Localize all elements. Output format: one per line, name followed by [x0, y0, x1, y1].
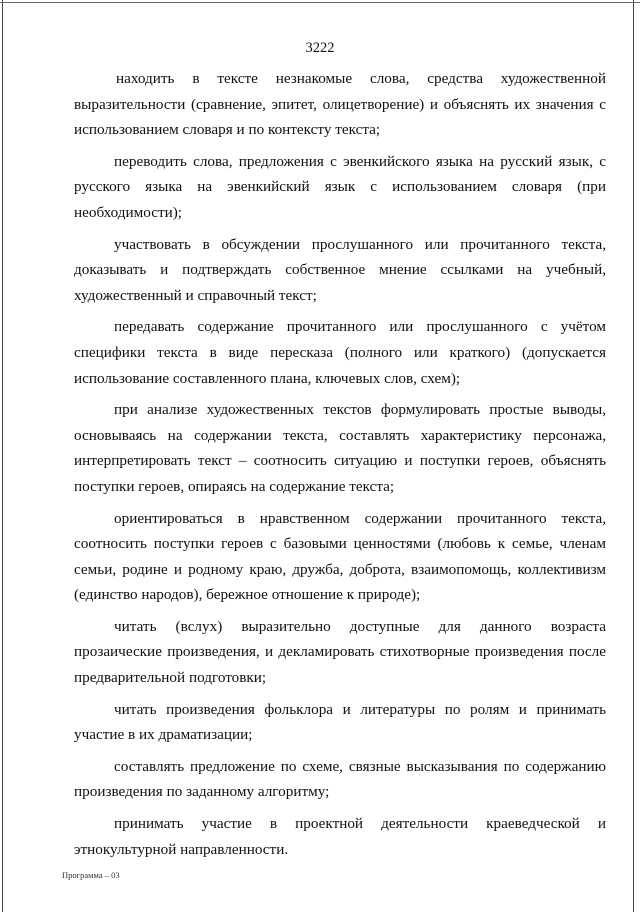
scan-edge-top: [0, 2, 640, 3]
paragraph: читать (вслух) выразительно доступные для данного возраста прозаические произведения, и декламировать стихотворные произведения после предварительной подготовки;: [74, 617, 606, 687]
paragraph: находить в тексте незнакомые слова, средства художественной выразительности (сравнение, эпитет, олицетворение) и объяснять их значения с использованием словаря и по контексту текста;: [74, 70, 606, 139]
paragraph: принимать участие в проектной деятельности краеведческой и этнокультурной направленности.: [74, 815, 606, 858]
paragraph: составлять предложение по схеме, связные высказывания по содержанию произведения по заданному алгоритму;: [74, 757, 606, 801]
paragraph: участвовать в обсуждении прослушанного или прочитанного текста, доказывать и подтверждать собственное мнение ссылками на учебный, художественный и справочный текст;: [74, 235, 606, 304]
paragraph: при анализе художественных текстов формулировать простые выводы, основываясь на содержании текста, составлять характеристику персонажа, интерпретировать текст – соотносить ситуацию и поступки героев, объяснять поступки героев, опираясь на содержание текста;: [74, 401, 606, 495]
paragraph: ориентироваться в нравственном содержании прочитанного текста, соотносить поступки героев с базовыми ценностями (любовь к семье, членам семьи, родине и родному краю, дружба, доброта, взаимопомощь, коллективизм (единство народов), бережное отношение к природе);: [74, 509, 606, 604]
paragraph: читать произведения фольклора и литературы по ролям и принимать участие в их драматизации;: [74, 700, 606, 744]
page-number: 3222: [305, 40, 335, 56]
scan-edge-right: [633, 0, 634, 912]
paragraph: переводить слова, предложения с эвенкийского языка на русский язык, с русского языка на эвенкийский язык с использованием словаря (при необходимости);: [74, 152, 606, 221]
paragraph: передавать содержание прочитанного или прослушанного с учётом специфики текста в виде пересказа (полного или краткого) (допускается использование составленного плана, ключевых слов, схем);: [74, 318, 606, 387]
scan-edge-left: [2, 0, 3, 912]
footer-label: Программа – 03: [62, 870, 120, 880]
body-text: [74, 66, 606, 868]
